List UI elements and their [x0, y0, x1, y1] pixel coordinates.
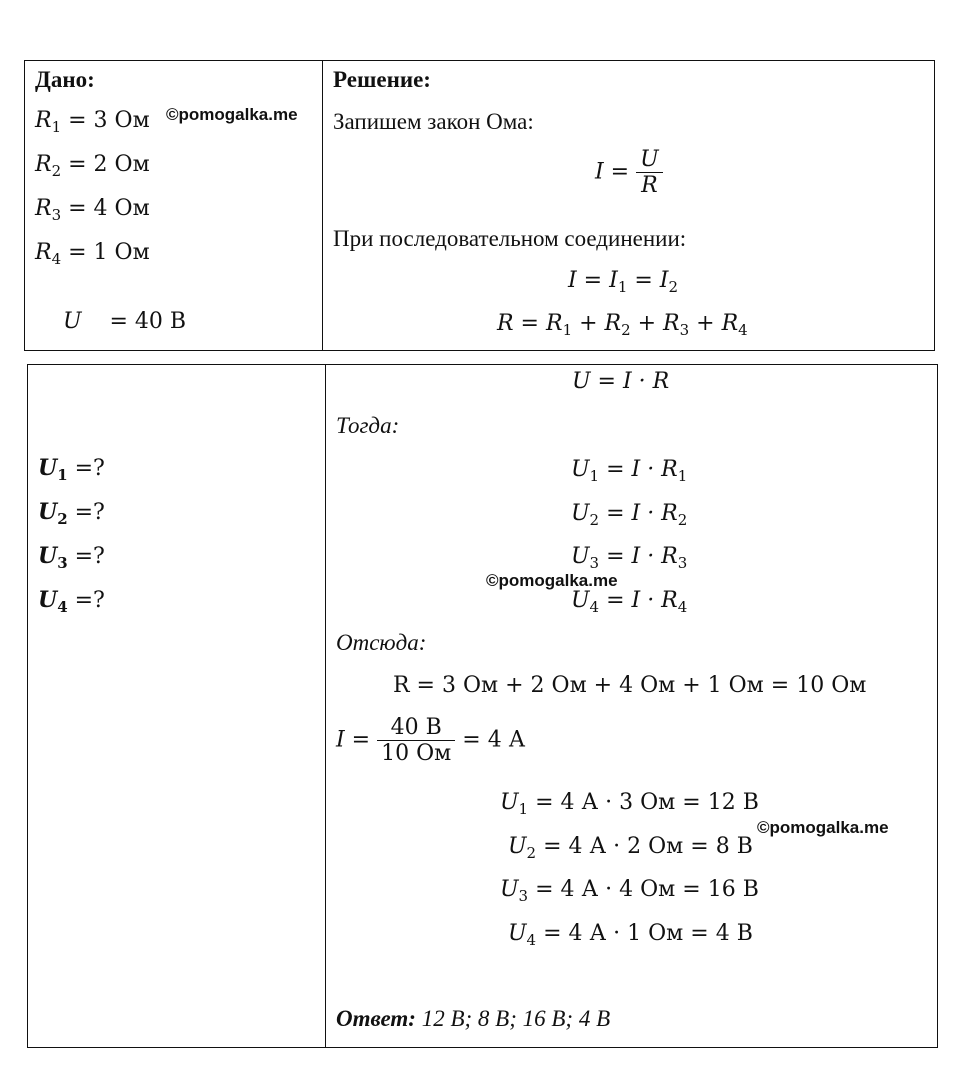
solution-header: Решение:	[333, 67, 431, 92]
formula-u4: $U_4 = I \cdot R_4$	[571, 588, 688, 616]
total-resistance: R = 3 Ом + 2 Ом + 4 Ом + 1 Ом = 10 Ом	[393, 673, 867, 698]
result-u3: $U_3 = 4$ А · 4 Ом = 16 В	[500, 877, 759, 905]
watermark: ©pomogalka.me	[486, 571, 618, 590]
given-r3: $R_3 = 4$ Ом	[35, 196, 150, 224]
result-u1: $U_1 = 4$ А · 3 Ом = 12 В	[500, 790, 759, 818]
current-calculation: I = $\frac{40 В}{10 Ом}$ = 4 А	[336, 715, 526, 766]
ohm-intro: Запишем закон Ома:	[333, 109, 534, 134]
column-divider	[322, 61, 323, 350]
current-fraction: $\frac{40 В}{10 Ом}$	[377, 715, 455, 766]
given-solution-table	[24, 60, 935, 351]
unknowns-calculation-table	[27, 364, 938, 1048]
result-u4: $U_4 = 4$ А · 1 Ом = 4 В	[508, 921, 753, 949]
formula-u2: $U_2 = I \cdot R_2$	[571, 501, 688, 529]
then-label: Тогда:	[336, 413, 400, 438]
unknown-u1: $U_1$ =?	[38, 455, 105, 484]
given-u: U = 40 В	[62, 309, 187, 334]
given-header: Дано:	[35, 67, 95, 92]
watermark: ©pomogalka.me	[166, 105, 298, 124]
unknown-u2: $U_2$ =?	[38, 499, 105, 528]
ohm-law: I = $\frac{U}{R}$	[595, 147, 663, 198]
column-divider	[325, 365, 326, 1047]
unknown-u3: $U_3$ =?	[38, 543, 105, 572]
given-r4: $R_4 = 1$ Ом	[35, 240, 150, 268]
formula-u1: $U_1 = I \cdot R_1$	[571, 457, 688, 485]
series-intro: При последовательном соединении:	[333, 226, 687, 251]
answer: Ответ: 12 В; 8 В; 16 В; 4 В	[336, 1006, 611, 1031]
current-equation: $I = I_1 = I_2$	[568, 268, 679, 296]
given-r1: $R_1 = 3$ Ом	[35, 108, 150, 136]
formula-u3: $U_3 = I \cdot R_3$	[571, 544, 688, 572]
watermark: ©pomogalka.me	[757, 818, 889, 837]
resistance-equation: $R = R_1 + R_2 + R_3 + R_4$	[497, 311, 748, 339]
ohm-fraction: $\frac{U}{R}$	[636, 147, 663, 198]
unknown-u4: $U_4$ =?	[38, 587, 105, 616]
given-r2: $R_2 = 2$ Ом	[35, 152, 150, 180]
result-u2: $U_2 = 4$ А · 2 Ом = 8 В	[508, 834, 753, 862]
hence-label: Отсюда:	[336, 630, 427, 655]
voltage-equation: U = I · R	[572, 369, 670, 394]
